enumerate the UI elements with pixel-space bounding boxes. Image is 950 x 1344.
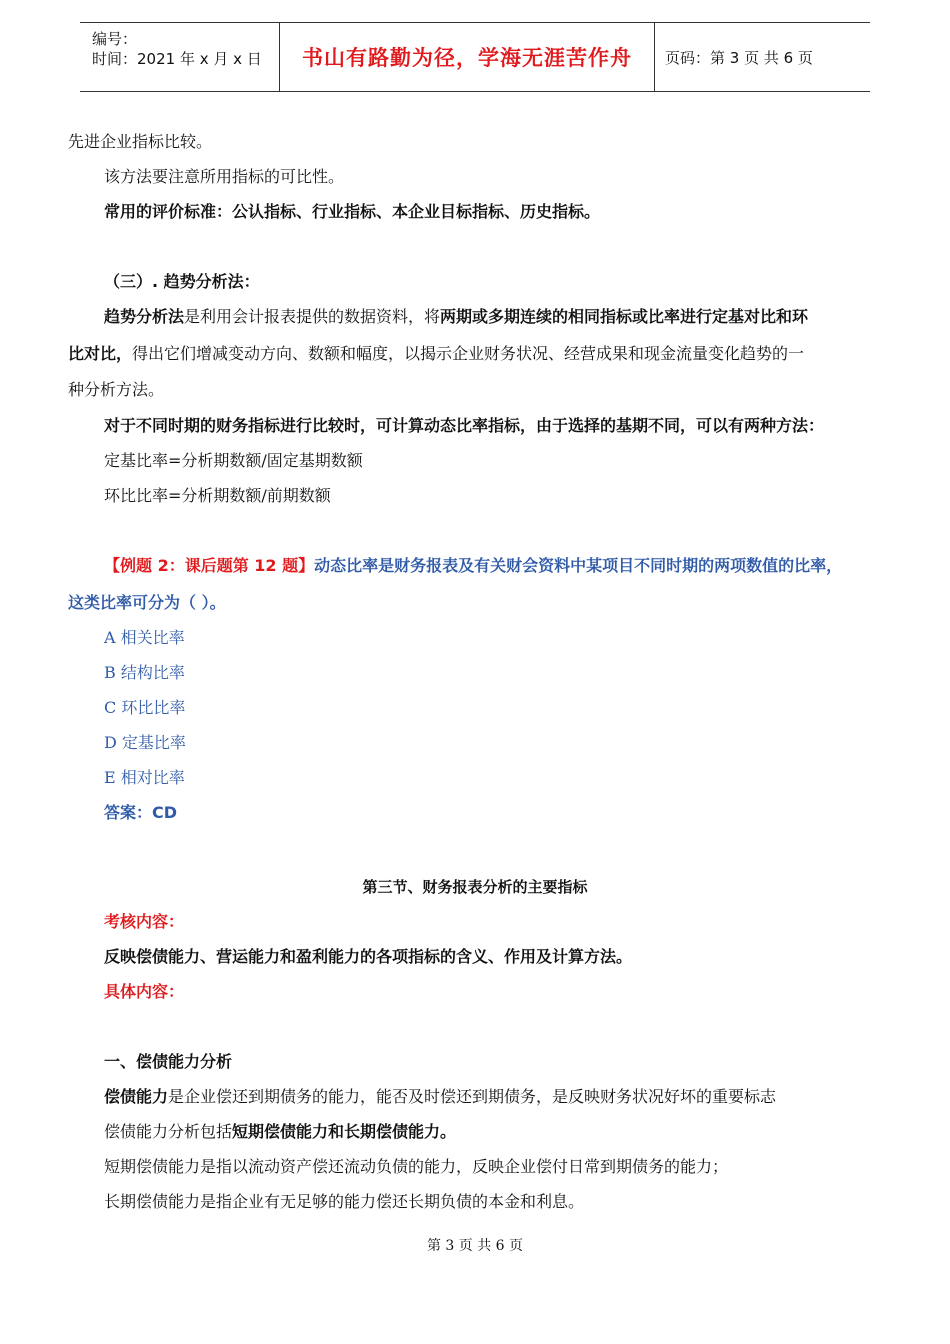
- option-a: A 相关比率: [104, 628, 185, 647]
- paragraph-line: [104, 306, 808, 328]
- page-label: 页码：第 3 页 共 6 页: [665, 48, 813, 67]
- text-line: 对于不同时期的财务指标进行比较时，可计算动态比率指标，由于选择的基期不同，可以有两种方法：: [104, 416, 825, 435]
- example-tag: 【例题 2：课后题第 12 题】: [104, 556, 315, 575]
- text-line: 该方法要注意所用指标的可比性。: [104, 167, 345, 186]
- text-line: 常用的评价标准：公认指标、行业指标、本企业目标指标、历史指标。: [104, 202, 601, 221]
- emphasis: 短期偿债能力和长期偿债能力。: [232, 1122, 457, 1141]
- header-motto-cell: [280, 23, 655, 91]
- option-c: C 环比比率: [104, 698, 186, 717]
- option-e: E 相对比率: [104, 768, 185, 787]
- header-page-cell: [655, 23, 870, 91]
- formula: 定基比率=分析期数额/固定基期数额: [104, 451, 363, 470]
- paragraph-line: 种分析方法。: [68, 380, 165, 399]
- answer: 答案：CD: [104, 803, 178, 822]
- paragraph-line: 短期偿债能力是指以流动资产偿还流动负债的能力，反映企业偿付日常到期债务的能力；: [104, 1157, 729, 1176]
- option-d: D 定基比率: [104, 733, 186, 752]
- term: 趋势分析法: [104, 307, 185, 326]
- number-label: 编号：: [92, 30, 138, 48]
- question-text: 动态比率是财务报表及有关财会资料中某项目不同时期的两项数值的比率，: [314, 556, 843, 575]
- paragraph-line: [104, 1121, 456, 1143]
- text-line: 先进企业指标比较。: [68, 132, 213, 151]
- subheading: （三）. 趋势分析法：: [104, 272, 260, 291]
- text-span: 是企业偿还到期债务的能力，能否及时偿还到期债务，是反映财务状况好坏的重要标志: [168, 1087, 777, 1106]
- text-span: 偿债能力分析包括: [104, 1122, 233, 1141]
- paragraph-line: [104, 1086, 776, 1108]
- header-meta: [80, 23, 280, 91]
- text-span: 是利用会计报表提供的数据资料，将: [184, 307, 441, 326]
- page-header: [80, 22, 870, 92]
- emphasis: 比对比，: [68, 344, 133, 363]
- detail-label: 具体内容：: [104, 982, 185, 1001]
- assess-label: 考核内容：: [104, 912, 185, 931]
- motto: 书山有路勤为径，学海无涯苦作舟: [302, 46, 632, 70]
- question-text: 这类比率可分为（ ）。: [68, 593, 226, 612]
- assess-text: 反映偿债能力、营运能力和盈利能力的各项指标的含义、作用及计算方法。: [104, 947, 633, 966]
- paragraph-line: 长期偿债能力是指企业有无足够的能力偿还长期负债的本金和利息。: [104, 1192, 585, 1211]
- example-question: [104, 555, 842, 577]
- text-span: 得出它们增减变动方向、数额和幅度，以揭示企业财务状况、经营成果和现金流量变化趋势的一: [132, 344, 805, 363]
- term: 偿债能力: [104, 1087, 169, 1106]
- section-title: 第三节、财务报表分析的主要指标: [362, 878, 588, 896]
- emphasis: 两期或多期连续的相同指标或比率进行定基对比和环: [440, 307, 809, 326]
- formula: 环比比率=分析期数额/前期数额: [104, 486, 331, 505]
- option-b: B 结构比率: [104, 663, 185, 682]
- paragraph-line: [68, 343, 804, 365]
- time-label: 时间：2021 年 x 月 x 日: [92, 50, 262, 68]
- page-footer: 第 3 页 共 6 页: [426, 1238, 524, 1254]
- heading: 一、偿债能力分析: [104, 1052, 233, 1071]
